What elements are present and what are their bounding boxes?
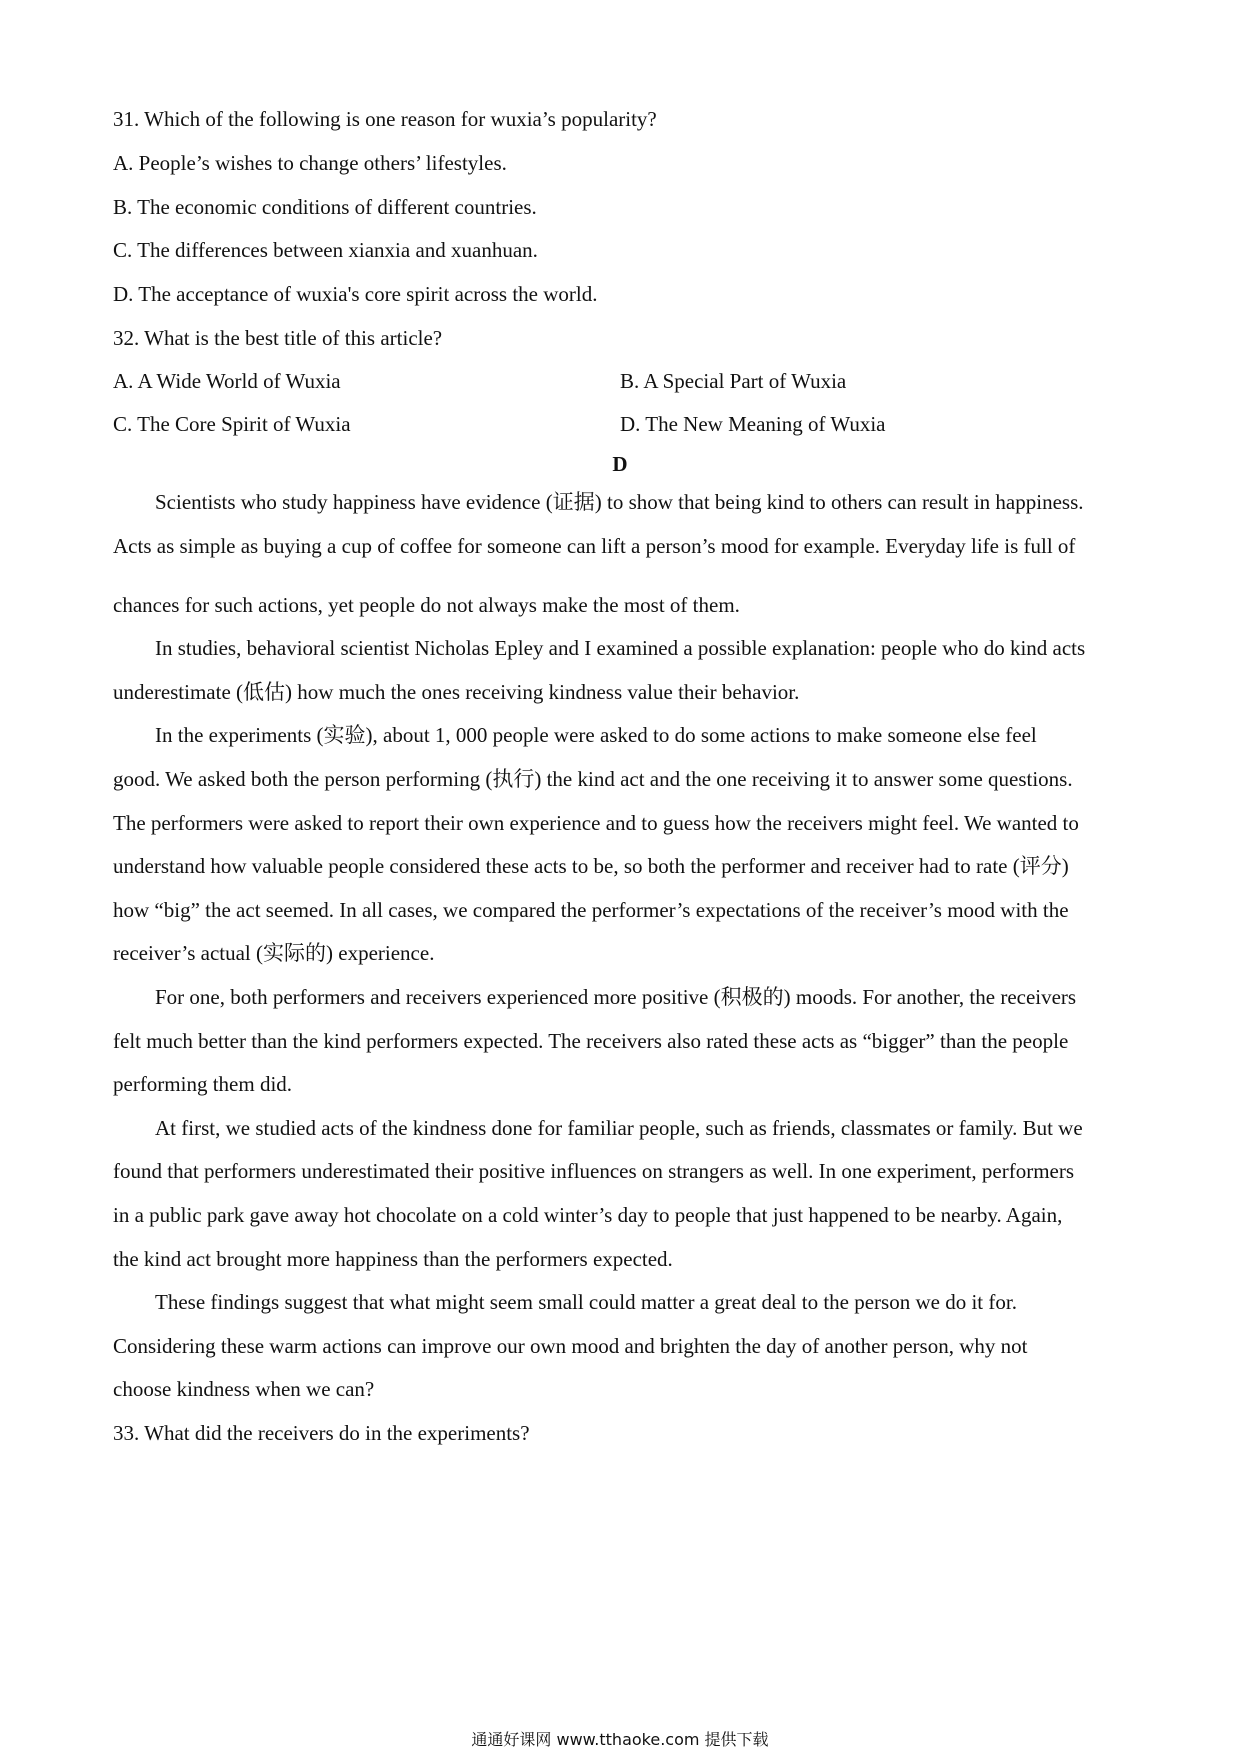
passage-line: underestimate (低估) how much the ones receiving kindness value their behavior. <box>113 680 800 704</box>
q31-option-d: D. The acceptance of wuxia's core spirit across the world. <box>113 282 598 306</box>
q32-option-d: D. The New Meaning of Wuxia <box>620 412 886 436</box>
passage-line: Considering these warm actions can improve our own mood and brighten the day of another person, why not <box>113 1334 1028 1358</box>
passage-line: The performers were asked to report their own experience and to guess how the receivers might feel. We wanted to <box>113 811 1079 835</box>
passage-line: the kind act brought more happiness than the performers expected. <box>113 1247 673 1271</box>
q32-option-b: B. A Special Part of Wuxia <box>620 369 847 393</box>
question-32: 32. What is the best title of this article? <box>113 326 443 350</box>
passage-line: good. We asked both the person performing (执行) the kind act and the one receiving it to answer some questions. <box>113 767 1073 791</box>
q31-option-b: B. The economic conditions of different countries. <box>113 195 537 219</box>
passage-line: In studies, behavioral scientist Nicholas Epley and I examined a possible explanation: people who do kind acts <box>155 636 1086 660</box>
passage-line: choose kindness when we can? <box>113 1377 375 1401</box>
passage-line: These findings suggest that what might seem small could matter a great deal to the person we do it for. <box>155 1290 1017 1314</box>
passage-line: For one, both performers and receivers experienced more positive (积极的) moods. For another, the receivers <box>155 985 1077 1009</box>
passage-line: Acts as simple as buying a cup of coffee for someone can lift a person’s mood for example. Everyday life is full of <box>113 534 1076 558</box>
page-footer: 通通好课网 www.tthaoke.com 提供下载 <box>471 1730 769 1749</box>
question-31: 31. Which of the following is one reason for wuxia’s popularity? <box>113 107 657 131</box>
section-letter: D <box>612 452 628 476</box>
q31-option-c: C. The differences between xianxia and xuanhuan. <box>113 238 538 262</box>
q32-option-c: C. The Core Spirit of Wuxia <box>113 412 351 436</box>
q32-option-a: A. A Wide World of Wuxia <box>113 369 341 393</box>
passage-line: felt much better than the kind performers expected. The receivers also rated these acts as “bigger” than the people <box>113 1029 1069 1053</box>
passage-line: found that performers underestimated their positive influences on strangers as well. In one experiment, performers <box>113 1159 1075 1183</box>
passage-line: At first, we studied acts of the kindness done for familiar people, such as friends, classmates or family. But we <box>155 1116 1083 1140</box>
passage-line: in a public park gave away hot chocolate on a cold winter’s day to people that just happened to be nearby. Again, <box>113 1203 1063 1227</box>
passage-line: performing them did. <box>113 1072 293 1096</box>
question-33: 33. What did the receivers do in the experiments? <box>113 1421 530 1445</box>
passage-line: receiver’s actual (实际的) experience. <box>113 941 435 965</box>
passage-line: chances for such actions, yet people do not always make the most of them. <box>113 593 740 617</box>
passage-line: understand how valuable people considered these acts to be, so both the performer and receiver had to rate (评分) <box>113 854 1069 878</box>
passage-line: Scientists who study happiness have evidence (证据) to show that being kind to others can result in happiness. <box>155 490 1084 514</box>
passage-line: In the experiments (实验), about 1, 000 people were asked to do some actions to make someone else feel <box>155 723 1037 747</box>
passage-line: how “big” the act seemed. In all cases, we compared the performer’s expectations of the receiver’s mood with the <box>113 898 1069 922</box>
q31-option-a: A. People’s wishes to change others’ lifestyles. <box>113 151 507 175</box>
